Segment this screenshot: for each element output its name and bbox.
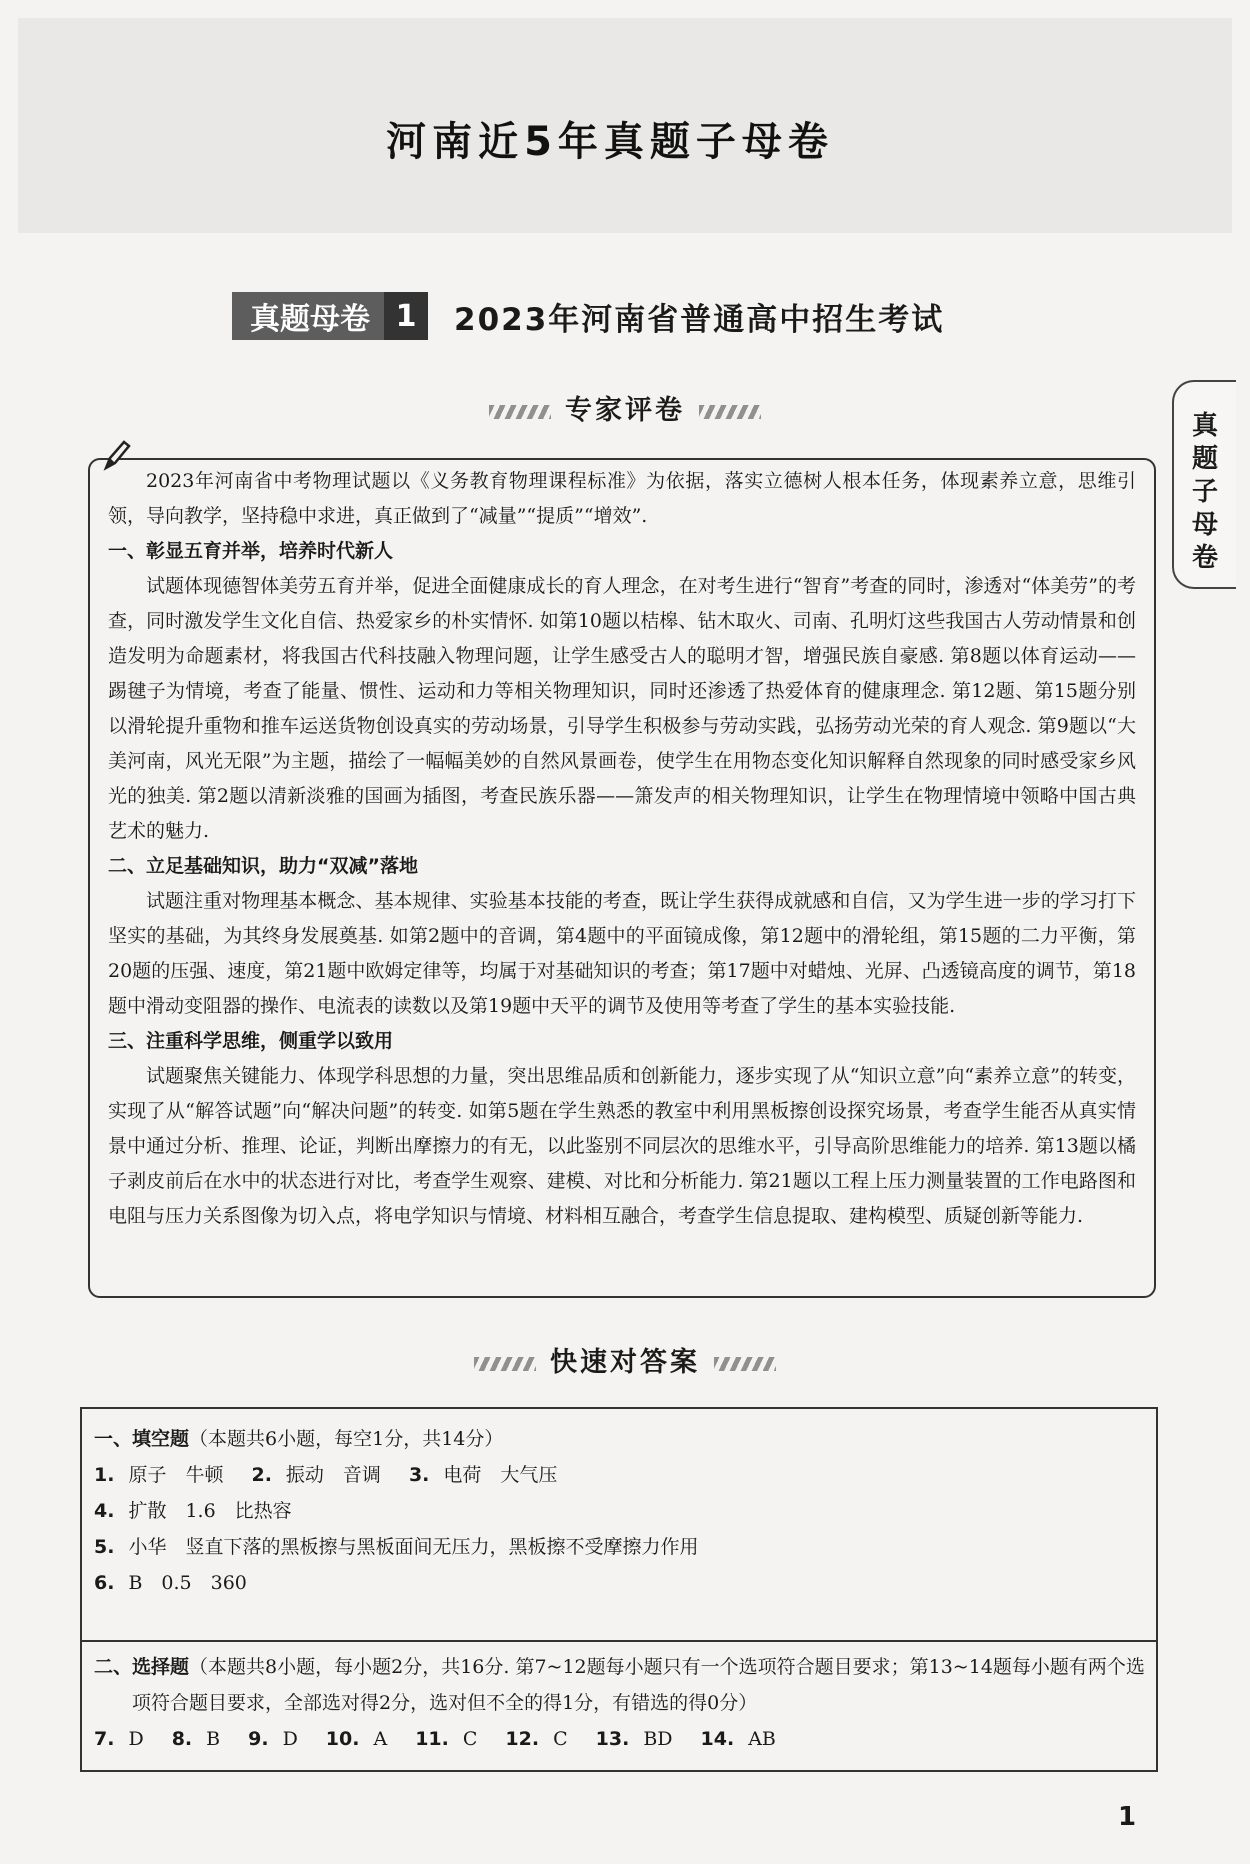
question-number: 5. xyxy=(94,1536,115,1558)
answer-line xyxy=(94,1565,1144,1601)
section-body: 试题聚焦关键能力、体现学科思想的力量，突出思维品质和创新能力，逐步实现了从“知识立意”向“素养立意”的转变，实现了从“解答试题”向“解决问题”的转变. 如第5题在学生熟悉的教室中利用黑板擦创设探究场景，考查学生能否从真实情景中通过分析、推理、论证，判断出摩擦力的有无，以此鉴别不同层次的思维水平，引导高阶思维能力的培养. 第13题以橘子剥皮前后在水中的状态进行对比，考查学生观察、建模、对比和分析能力. 第21题以工程上压力测量装置的工作电路图和电阻与压力关系图像为切入点，将电学知识与情境、材料相互融合，考查学生信息提取、建构模型、质疑创新等能力. xyxy=(108,1065,1136,1227)
choice-answers xyxy=(94,1721,1144,1757)
side-tab xyxy=(1172,380,1236,589)
answer-text: D xyxy=(282,1728,298,1750)
heading-decoration xyxy=(714,1357,776,1371)
question-number: 9. xyxy=(248,1728,269,1750)
question-number: 4. xyxy=(94,1500,115,1522)
question-number: 12. xyxy=(505,1728,540,1750)
exam-header xyxy=(232,290,944,342)
choice-desc: （本题共8小题，每小题2分，共16分. 第7~12题每小题只有一个选项符合题目要求；第13~14题每小题有两个选项符合题目要求，全部选对得2分，选对但不全的得1分，有错选的得0分） xyxy=(132,1656,1145,1714)
review-heading xyxy=(0,388,1250,427)
choice-label: 二、选择题 xyxy=(94,1656,190,1678)
answer-text: 小华 竖直下落的黑板擦与黑板面间无压力，黑板擦不受摩擦力作用 xyxy=(128,1536,699,1558)
question-number: 11. xyxy=(415,1728,449,1750)
badge-label: 真题母卷 xyxy=(250,302,370,337)
answer-text: B xyxy=(206,1728,221,1750)
paper-badge xyxy=(232,292,428,340)
review-content xyxy=(108,464,1136,1234)
fill-desc: （本题共6小题，每空1分，共14分） xyxy=(189,1428,504,1450)
question-number: 2. xyxy=(251,1464,272,1486)
question-number: 1. xyxy=(94,1464,115,1486)
answer-text: 电荷 大气压 xyxy=(443,1464,558,1486)
answer-text: 原子 牛顿 xyxy=(128,1464,224,1486)
answer-text: BD xyxy=(643,1728,673,1750)
heading-decoration xyxy=(474,1357,536,1371)
question-number: 6. xyxy=(94,1572,115,1594)
question-number: 3. xyxy=(408,1464,430,1486)
choice-header xyxy=(94,1649,1162,1721)
answer-text: A xyxy=(373,1728,388,1750)
page-number: 1 xyxy=(1118,1802,1137,1832)
review-heading-text: 专家评卷 xyxy=(565,395,685,426)
review-intro: 2023年河南省中考物理试题以《义务教育物理课程标准》为依据，落实立德树人根本任务，体现素养立意，思维引领，导向教学，坚持稳中求进，真正做到了“减量”“提质”“增效”. xyxy=(108,470,1136,527)
answer-text: AB xyxy=(748,1728,776,1750)
answers-heading xyxy=(0,1340,1250,1379)
answer-text: B 0.5 360 xyxy=(128,1572,247,1594)
answer-divider xyxy=(82,1640,1156,1642)
fill-header xyxy=(94,1421,1144,1457)
answer-text: D xyxy=(128,1728,144,1750)
answer-line xyxy=(94,1493,1144,1529)
page-title: 河南近5年真题子母卷 xyxy=(386,119,834,165)
answer-text: 振动 音调 xyxy=(285,1464,381,1486)
answer-box xyxy=(80,1407,1158,1772)
answer-line xyxy=(94,1529,1144,1565)
section-body: 试题注重对物理基本概念、基本规律、实验基本技能的考查，既让学生获得成就感和自信，又为学生进一步的学习打下坚实的基础，为其终身发展奠基. 如第2题中的音调，第4题中的平面镜成像，第12题中的滑轮组，第15题的二力平衡，第20题的压强、速度，第21题中欧姆定律等，均属于对基础知识的考查；第17题中对蜡烛、光屏、凸透镜高度的调节，第18题中滑动变阻器的操作、电流表的读数以及第19题中天平的调节及使用等考查了学生的基本实验技能. xyxy=(108,890,1136,1017)
exam-title: 2023年河南省普通高中招生考试 xyxy=(454,301,945,338)
answers-heading-text: 快速对答案 xyxy=(550,1347,700,1378)
section-heading: 三、注重科学思维，侧重学以致用 xyxy=(108,1030,394,1052)
fill-label: 一、填空题 xyxy=(94,1428,190,1450)
answer-text: C xyxy=(553,1728,568,1750)
section-heading: 一、彰显五育并举，培养时代新人 xyxy=(108,540,394,562)
answer-line xyxy=(94,1457,1144,1493)
heading-decoration xyxy=(699,405,761,419)
question-number: 8. xyxy=(171,1728,193,1750)
side-tab-label: 真题子母卷 xyxy=(1191,411,1218,573)
section-heading: 二、立足基础知识，助力“双减”落地 xyxy=(108,855,418,877)
question-number: 10. xyxy=(325,1728,360,1750)
answer-text: 扩散 1.6 比热容 xyxy=(128,1500,292,1522)
section-body: 试题体现德智体美劳五育并举，促进全面健康成长的育人理念，在对考生进行“智育”考查的同时，渗透对“体美劳”的考查，同时激发学生文化自信、热爱家乡的朴实情怀. 如第10题以桔槔、钻木取火、司南、孔明灯这些我国古人劳动情景和创造发明为命题素材，将我国古代科技融入物理问题，让学生感受古人的聪明才智，增强民族自豪感. 第8题以体育运动——踢毽子为情境，考查了能量、惯性、运动和力等相关物理知识，同时还渗透了热爱体育的健康理念. 第12题、第15题分别以滑轮提升重物和推车运送货物创设真实的劳动场景，引导学生积极参与劳动实践，弘扬劳动光荣的育人观念. 第9题以“大美河南，风光无限”为主题，描绘了一幅幅美妙的自然风景画卷，使学生在用物态变化知识解释自然现象的同时感受家乡风光的独美. 第2题以清新淡雅的国画为插图，考查民族乐器——箫发声的相关物理知识，让学生在物理情境中领略中国古典艺术的魅力. xyxy=(108,575,1136,842)
heading-decoration xyxy=(489,405,551,419)
answer-text: C xyxy=(462,1728,478,1750)
question-number: 14. xyxy=(700,1728,735,1750)
badge-number: 1 xyxy=(384,292,428,340)
question-number: 13. xyxy=(595,1728,630,1750)
question-number: 7. xyxy=(94,1728,115,1750)
